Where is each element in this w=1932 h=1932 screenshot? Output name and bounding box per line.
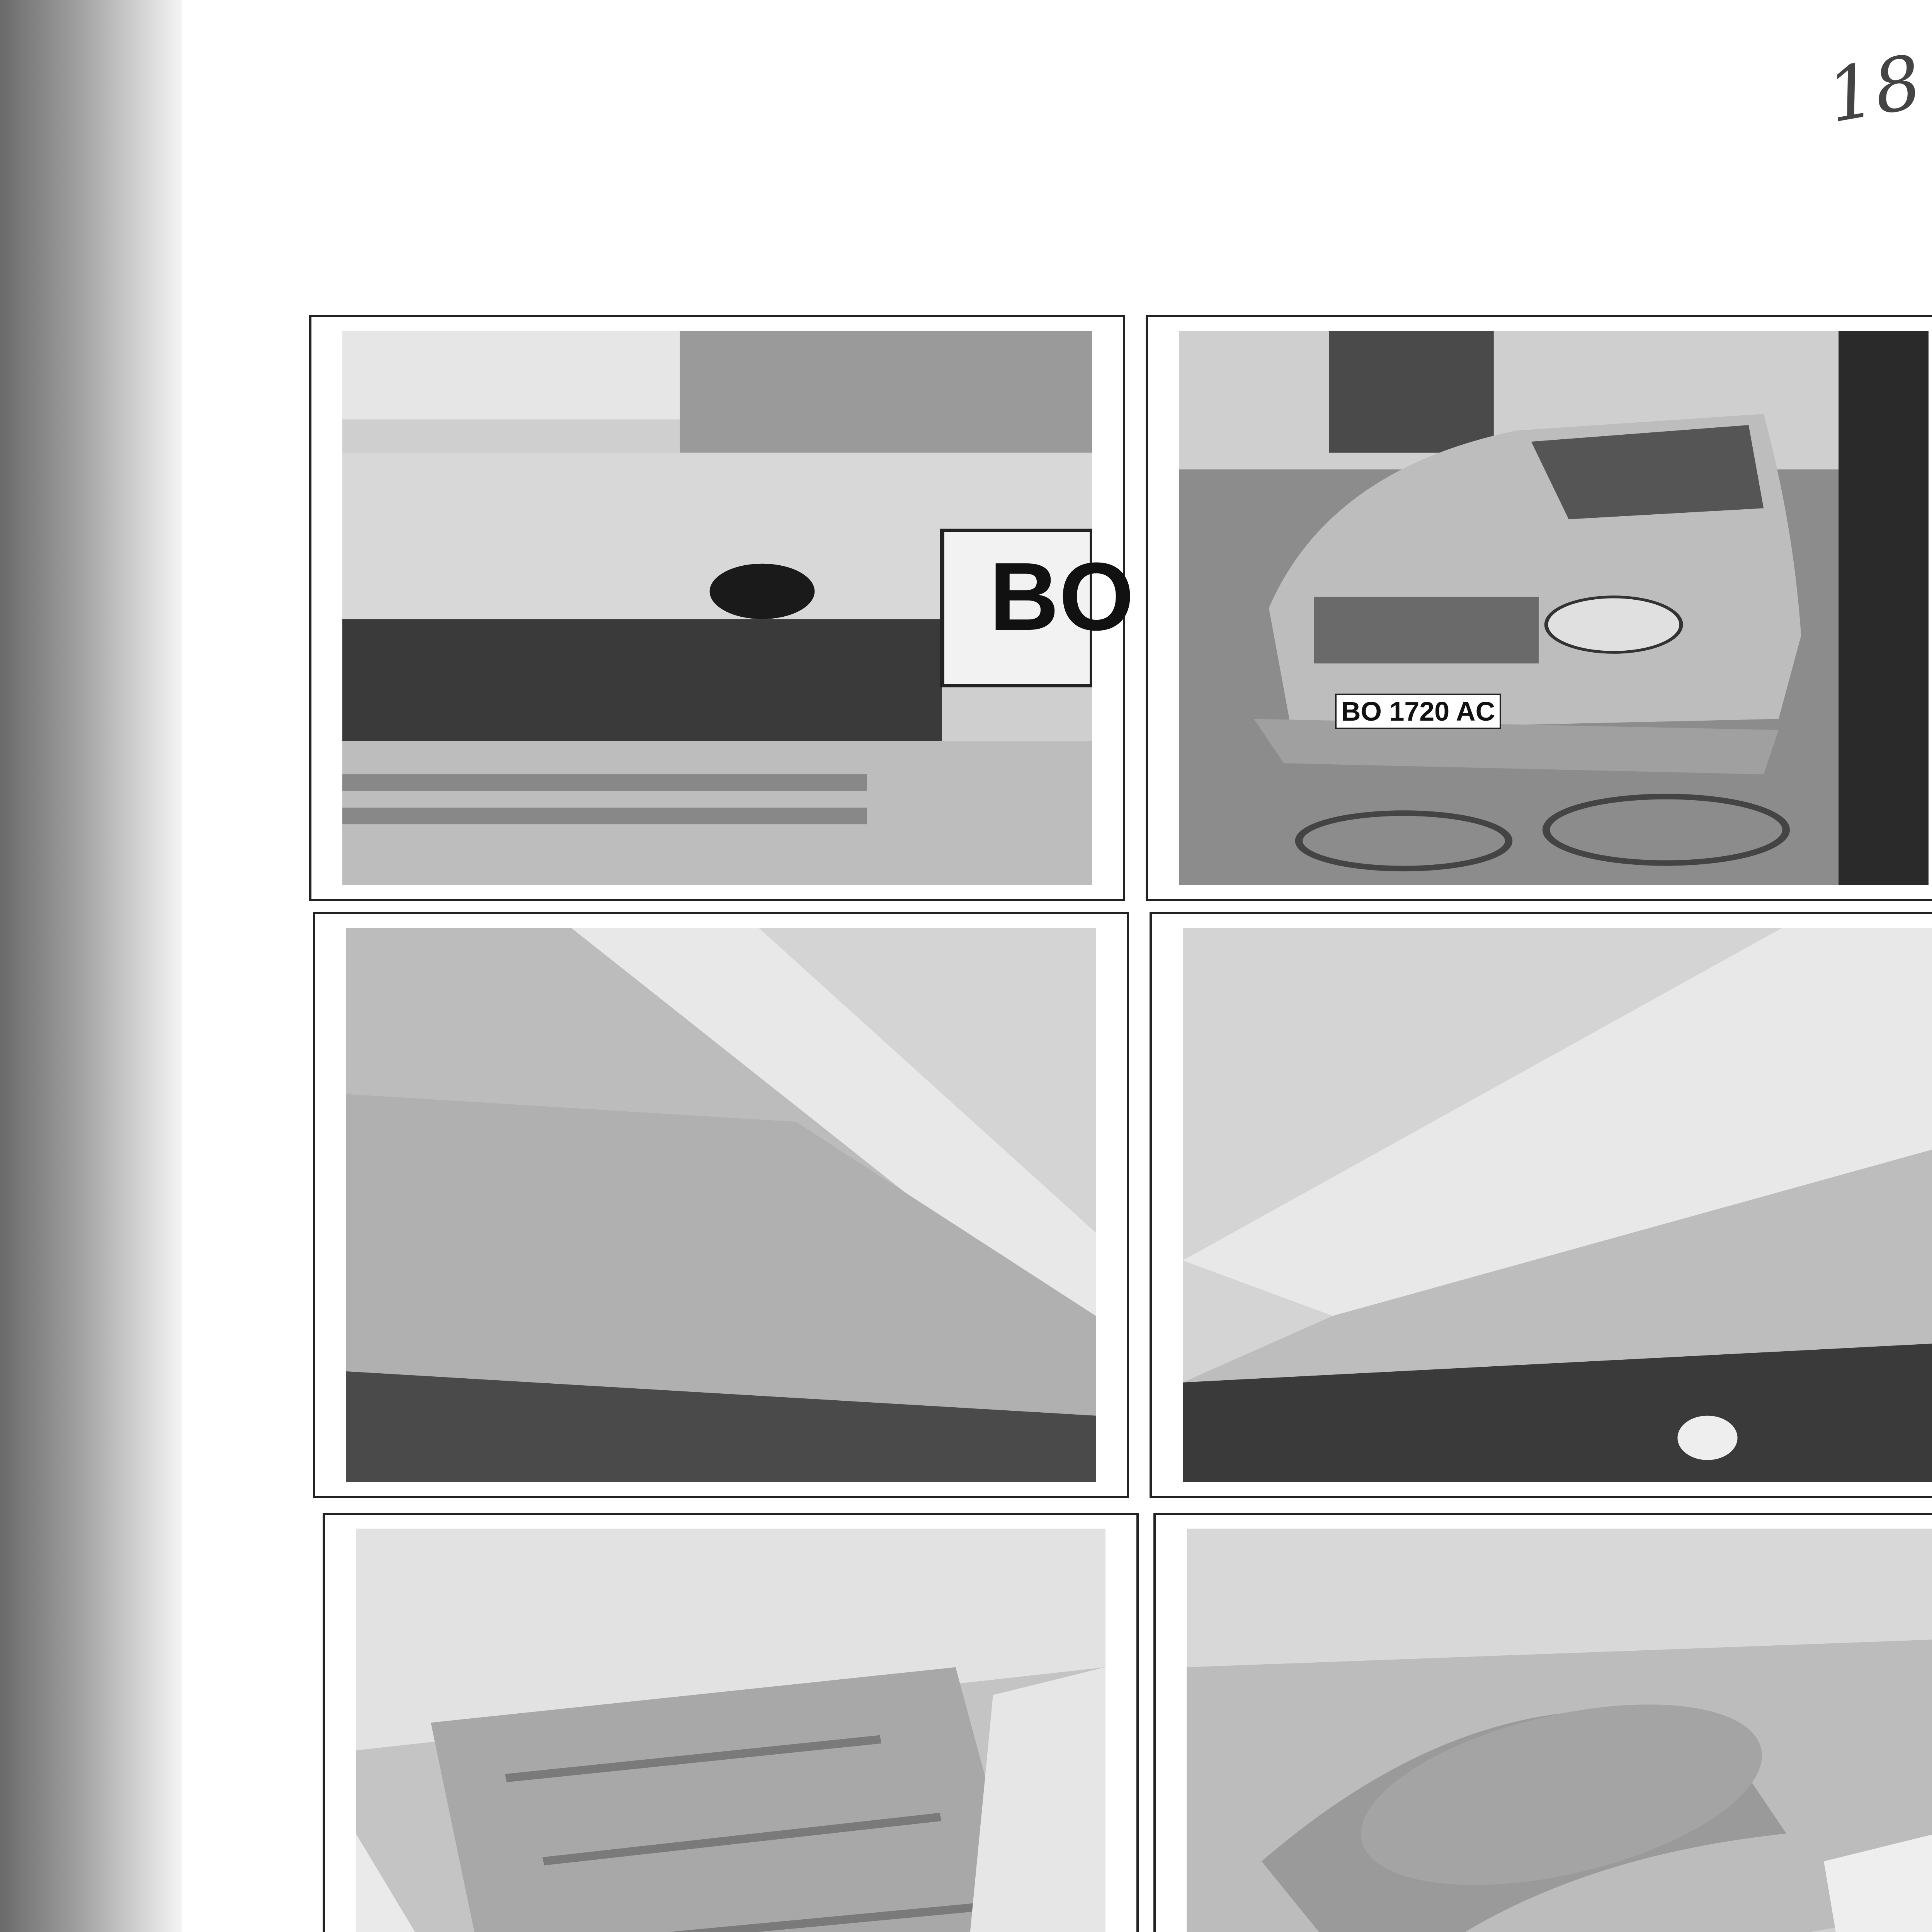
photo-frame-car-front bbox=[1146, 315, 1932, 901]
photo-underbody-right bbox=[1183, 928, 1932, 1482]
photo-frame-trunk-floor bbox=[323, 1513, 1139, 1932]
photo-trunk-cylinder bbox=[1187, 1529, 1932, 1932]
photo-frame-underbody-right bbox=[1150, 912, 1932, 1498]
binding-shadow bbox=[0, 0, 182, 1932]
photo-car-front bbox=[1179, 331, 1929, 885]
photo-frame-trunk-cylinder bbox=[1153, 1513, 1932, 1932]
photo-underbody-left bbox=[346, 928, 1096, 1482]
photo-frame-underbody-left bbox=[313, 912, 1129, 1498]
photo-front-bumper bbox=[342, 331, 1092, 885]
photo-trunk-floor bbox=[356, 1529, 1105, 1932]
plate-text-car: BO 1720 AC bbox=[1335, 694, 1501, 729]
handwritten-page-number: 18 bbox=[1821, 39, 1928, 139]
plate-text-bumper: BO bbox=[989, 543, 1134, 650]
